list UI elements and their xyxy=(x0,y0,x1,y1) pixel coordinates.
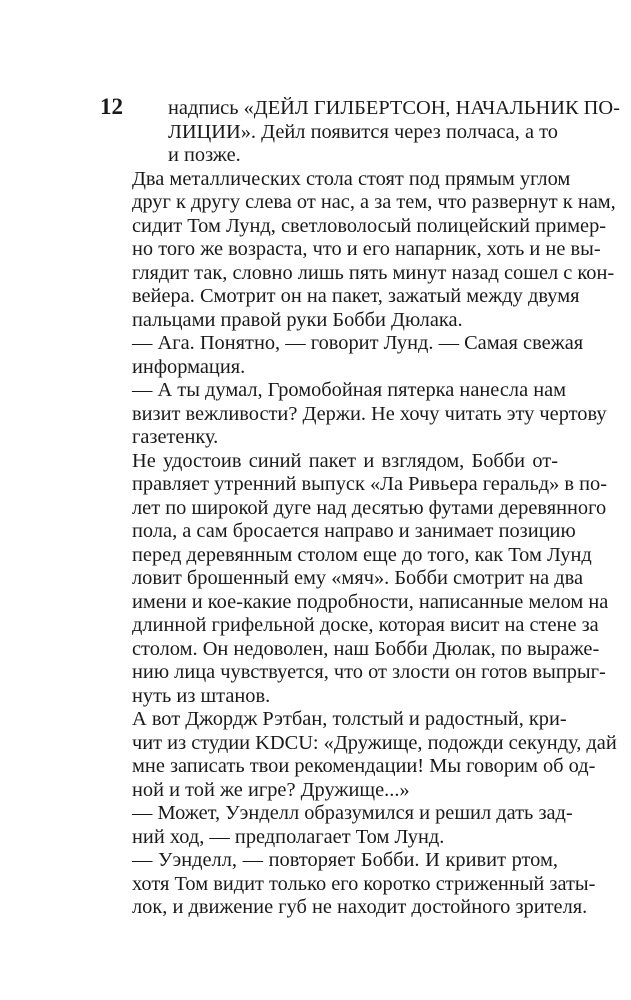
paragraph xyxy=(100,449,609,709)
text-line: ловит брошенный ему «мяч». Бобби смотрит на два xyxy=(132,567,584,589)
text-line: лет по широкой дуге над десятью футами деревянного xyxy=(132,496,607,519)
text-line: мне записать твои рекомендации! Мы говорим об од- xyxy=(132,755,596,777)
text-line: чит из студии KDCU: «Дружище, подожди секунду, дай xyxy=(132,731,617,754)
text-line: газетенку. xyxy=(132,426,219,448)
text-line: имени и кое-какие подробности, написанные мелом на xyxy=(132,590,609,613)
text-line: — Может, Уэнделл образумился и решил дать зад- xyxy=(132,802,573,824)
paragraph xyxy=(100,167,616,333)
text-line: нию лица чувствуется, что от злости он готов выпрыг- xyxy=(132,661,606,683)
text-line: ной и той же игре? Дружище...» xyxy=(132,778,410,801)
text-line: сидит Том Лунд, светловолосый полицейский пример- xyxy=(132,214,607,237)
text-line: хотя Том видит только его коротко стриженный заты- xyxy=(132,872,596,895)
text-line: — Уэнделл, — повторяет Бобби. И кривит ртом, xyxy=(132,849,558,871)
text-line: А вот Джордж Рэтбан, толстый и радостный, кри- xyxy=(132,708,567,730)
text-line: пальцами правой руки Бобби Дюлака. xyxy=(132,308,463,331)
text-line: друг к другу слева от нас, а за тем, что развернут к нам, xyxy=(132,191,616,213)
body-text xyxy=(100,97,620,920)
page-number: 12 xyxy=(100,94,123,119)
text-line: пола, а сам бросается направо и занимает позицию xyxy=(132,520,576,542)
text-line: информация. xyxy=(132,355,246,378)
text-line: вейера. Смотрит он на пакет, зажатый между двумя xyxy=(132,285,580,307)
text-line: лок, и движение губ не находит достойного зрителя. xyxy=(132,896,588,918)
text-line: но того же возраста, что и его напарник, хоть и не вы- xyxy=(132,238,601,260)
text-line: Два металлических стола стоят под прямым углом xyxy=(132,167,571,190)
paragraph xyxy=(100,802,573,849)
text-line: длинной грифельной доске, которая висит на стене за xyxy=(132,614,599,636)
text-line: Не удостоив синий пакет и взглядом, Бобби от- xyxy=(132,449,558,472)
text-line: глядит так, словно лишь пять минут назад сошел с кон- xyxy=(132,261,615,284)
paragraph xyxy=(100,97,620,168)
paragraph xyxy=(100,379,607,450)
text-line: — А ты думал, Громобойная пятерка нанесла нам xyxy=(132,379,567,401)
text-line: перед деревянным столом еще до того, как Том Лунд xyxy=(132,543,592,566)
text-line: ЛИЦИИ». Дейл появится через полчаса, а то xyxy=(168,120,558,143)
text-line: надпись «ДЕЙЛ ГИЛБЕРТСОН, НАЧАЛЬНИК ПО- xyxy=(168,97,620,119)
paragraph xyxy=(100,849,596,920)
paragraph xyxy=(100,332,584,379)
text-line: и позже. xyxy=(168,144,241,166)
text-line: столом. Он недоволен, наш Бобби Дюлак, по выраже- xyxy=(132,637,600,660)
text-line: нуть из штанов. xyxy=(132,684,271,707)
text-line: правляет утренний выпуск «Ла Ривьера геральд» в по- xyxy=(132,473,608,495)
text-line: — Ага. Понятно, — говорит Лунд. — Самая свежая xyxy=(132,332,584,354)
text-line: визит вежливости? Держи. Не хочу читать эту чертову xyxy=(132,402,607,425)
text-line: ний ход, — предполагает Том Лунд. xyxy=(132,825,445,848)
paragraph xyxy=(100,708,617,802)
